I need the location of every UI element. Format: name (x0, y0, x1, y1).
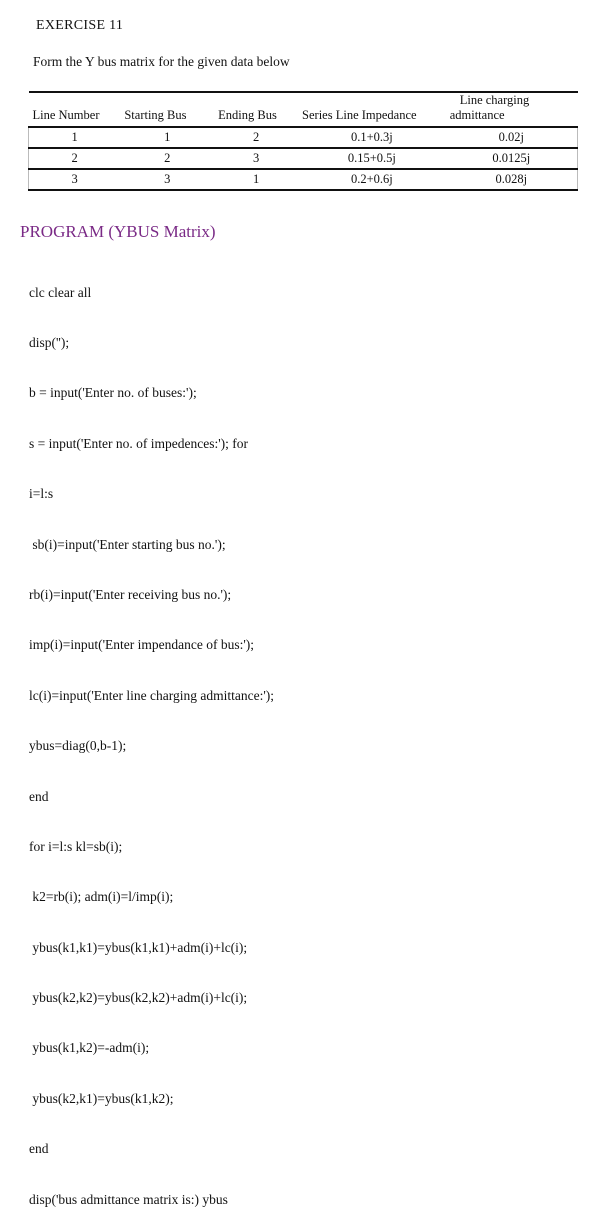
code-line: ybus(k2,k2)=ybus(k2,k2)+adm(i)+lc(i); (29, 990, 248, 1006)
cell-starting-bus: 2 (164, 151, 171, 165)
cell-line-number: 2 (29, 148, 121, 169)
exercise-title: EXERCISE 11 (36, 18, 124, 33)
program-heading: PROGRAM (YBUS Matrix) (20, 222, 216, 241)
header-line-charging-line1: Line charging (459, 93, 530, 107)
cell-line-number: 3 (29, 169, 121, 190)
cell-line-number: 1 (29, 127, 121, 148)
code-line: s = input('Enter no. of impedences:'); for (29, 435, 249, 451)
code-line: end (29, 1141, 49, 1157)
header-line-charging (446, 92, 578, 127)
code-line: rb(i)=input('Enter receiving bus no.'); (29, 586, 232, 602)
line-data-table (28, 91, 578, 191)
header-starting-bus: Starting Bus (124, 108, 187, 122)
cell-ending-bus: 2 (252, 130, 260, 144)
header-ending-bus: Ending Bus (218, 108, 277, 122)
code-line: disp('bus admittance matrix is:) ybus (29, 1191, 228, 1207)
cell-line-charging: 0.028j (446, 169, 578, 190)
cell-series-impedance: 0.1+0.3j (350, 130, 393, 144)
table-header-row (29, 92, 578, 127)
code-line: end (29, 788, 49, 804)
code-line: b = input('Enter no. of buses:'); (29, 385, 197, 401)
code-line: k2=rb(i); adm(i)=l/imp(i); (29, 889, 174, 905)
cell-line-charging: 0.0125j (446, 148, 578, 169)
header-line-number: Line Number (32, 108, 100, 122)
header-series-impedance: Series Line Impedance (302, 108, 417, 122)
code-line: lc(i)=input('Enter line charging admittance:'); (29, 687, 275, 703)
code-line: ybus=diag(0,b-1); (29, 738, 127, 754)
code-line: sb(i)=input('Enter starting bus no.'); (29, 536, 226, 552)
cell-line-charging: 0.02j (446, 127, 578, 148)
instruction-text: Form the Y bus matrix for the given data below (33, 54, 290, 69)
code-line: imp(i)=input('Enter impendance of bus:'); (29, 637, 255, 653)
code-line: i=l:s (29, 486, 54, 502)
cell-ending-bus: 1 (252, 172, 260, 186)
cell-series-impedance: 0.2+0.6j (350, 172, 393, 186)
code-block (29, 251, 274, 1225)
table-row (29, 169, 578, 190)
header-line-charging-line2: admittance (449, 108, 505, 122)
code-line: ybus(k1,k2)=-adm(i); (29, 1040, 150, 1056)
table-row (29, 148, 578, 169)
cell-series-impedance: 0.15+0.5j (347, 151, 396, 165)
table-row (29, 127, 578, 148)
cell-starting-bus: 1 (164, 130, 171, 144)
code-line: for i=l:s kl=sb(i); (29, 838, 123, 854)
code-line: ybus(k2,k1)=ybus(k1,k2); (29, 1090, 174, 1106)
cell-starting-bus: 3 (164, 172, 171, 186)
code-line: ybus(k1,k1)=ybus(k1,k1)+adm(i)+lc(i); (29, 939, 248, 955)
cell-ending-bus: 3 (252, 151, 260, 165)
code-line: clc clear all (29, 284, 92, 300)
code-line: disp(''); (29, 334, 70, 350)
